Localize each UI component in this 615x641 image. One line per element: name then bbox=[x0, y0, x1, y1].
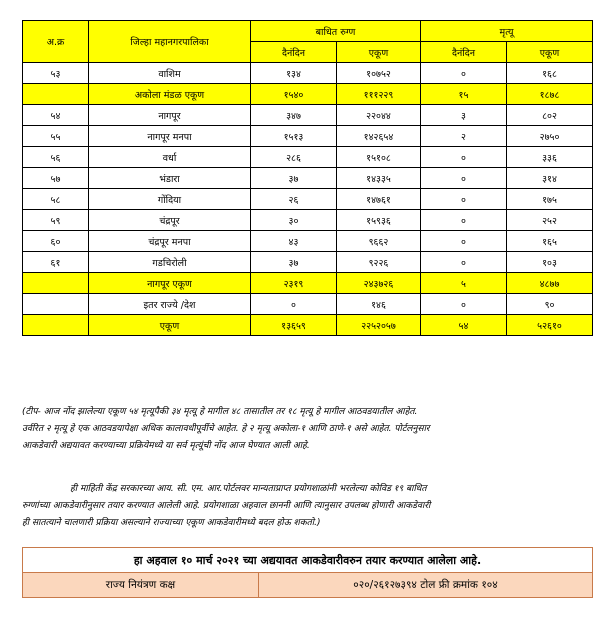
note-line: ही सातत्याने चालणारी प्रक्रिया असल्याने राज्याच्या एकूण आकडेवारीमध्ये बदल होऊ शकतो.) bbox=[22, 518, 321, 528]
cell-deaths-total: ३१४ bbox=[507, 168, 593, 189]
cell-cases-daily: १५१३ bbox=[251, 126, 337, 147]
cell-deaths-total: २५२ bbox=[507, 210, 593, 231]
note-line: आकडेवारी अद्ययावत करण्याच्या प्रक्रियेमध्ये या सर्व मृत्यूंची नोंद आज घेण्यात आली आहे. bbox=[22, 441, 310, 451]
cell-name: अकोला मंडळ एकूण bbox=[89, 84, 251, 105]
table-row bbox=[23, 84, 593, 105]
table-row bbox=[23, 210, 593, 231]
state-control-room: राज्य नियंत्रण कक्ष bbox=[23, 573, 259, 598]
table-body bbox=[23, 63, 593, 336]
header-affected: बाधित रुग्ण bbox=[251, 21, 421, 42]
cell-deaths-daily: ० bbox=[421, 63, 507, 84]
cell-deaths-daily: ० bbox=[421, 189, 507, 210]
cell-cases-daily: ० bbox=[251, 294, 337, 315]
cell-cases-daily: ३७ bbox=[251, 252, 337, 273]
cell-name: वाशिम bbox=[89, 63, 251, 84]
cell-sr bbox=[23, 315, 89, 336]
header-deaths-daily: दैनंदिन bbox=[421, 42, 507, 63]
cell-name: गडचिरोली bbox=[89, 252, 251, 273]
cell-sr: ५९ bbox=[23, 210, 89, 231]
cell-cases-total: १५१०८ bbox=[337, 147, 421, 168]
cell-deaths-total: १८७८ bbox=[507, 84, 593, 105]
cell-deaths-total: २७५० bbox=[507, 126, 593, 147]
cell-cases-daily: ३४७ bbox=[251, 105, 337, 126]
note-line: (टीप- आज नोंद झालेल्या एकूण ५४ मृत्यूपैकी ३४ मृत्यू हे मागील ४८ तासातील तर १८ मृत्यू हे मागील आठवडयातील आहेत. bbox=[22, 407, 418, 417]
cell-deaths-total: ५२६१० bbox=[507, 315, 593, 336]
covid-data-table bbox=[22, 20, 593, 336]
cell-sr: ५५ bbox=[23, 126, 89, 147]
cell-deaths-daily: ० bbox=[421, 252, 507, 273]
cell-name: भंडारा bbox=[89, 168, 251, 189]
cell-cases-daily: ३० bbox=[251, 210, 337, 231]
note-text: ही माहिती केंद्र सरकारच्या आय. सी. एम. आर.पोर्टलवर मान्यताप्राप्त प्रयोगशाळांनी भरलेल्या कोविड १९ बाधित bbox=[70, 484, 427, 494]
cell-cases-daily: ४३ bbox=[251, 231, 337, 252]
note-paragraph-2 bbox=[22, 481, 592, 532]
cell-cases-total: ९६६२ bbox=[337, 231, 421, 252]
table-row bbox=[23, 168, 593, 189]
table-row bbox=[23, 231, 593, 252]
cell-deaths-total: ८०२ bbox=[507, 105, 593, 126]
cell-deaths-daily: ५४ bbox=[421, 315, 507, 336]
cell-deaths-total: ३३६ bbox=[507, 147, 593, 168]
cell-sr bbox=[23, 294, 89, 315]
cell-deaths-total: ९० bbox=[507, 294, 593, 315]
cell-name: नागपूर मनपा bbox=[89, 126, 251, 147]
cell-sr: ६१ bbox=[23, 252, 89, 273]
cell-cases-daily: २३१९ bbox=[251, 273, 337, 294]
table-row bbox=[23, 63, 593, 84]
cell-name: गोंदिया bbox=[89, 189, 251, 210]
cell-deaths-daily: ० bbox=[421, 147, 507, 168]
cell-sr: ५४ bbox=[23, 105, 89, 126]
cell-cases-total: १४२६५४ bbox=[337, 126, 421, 147]
cell-cases-total: ९२२६ bbox=[337, 252, 421, 273]
header-cases-total: एकूण bbox=[337, 42, 421, 63]
cell-deaths-total: १७५ bbox=[507, 189, 593, 210]
header-cases-daily: दैनंदिन bbox=[251, 42, 337, 63]
header-sr: अ.क्र bbox=[23, 21, 89, 63]
cell-cases-total: १४३३५ bbox=[337, 168, 421, 189]
table-row bbox=[23, 294, 593, 315]
cell-deaths-daily: ३ bbox=[421, 105, 507, 126]
header-deaths: मृत्यू bbox=[421, 21, 593, 42]
cell-sr: ६० bbox=[23, 231, 89, 252]
cell-name: नागपूर एकूण bbox=[89, 273, 251, 294]
cell-cases-daily: २८६ bbox=[251, 147, 337, 168]
cell-cases-total: १४७६१ bbox=[337, 189, 421, 210]
note-paragraph-1 bbox=[22, 404, 592, 455]
cell-sr: ५८ bbox=[23, 189, 89, 210]
cell-cases-total: १५९३६ bbox=[337, 210, 421, 231]
cell-deaths-total: १६८ bbox=[507, 63, 593, 84]
cell-name: चंद्रपूर मनपा bbox=[89, 231, 251, 252]
cell-deaths-total: ४८७७ bbox=[507, 273, 593, 294]
cell-sr: ५६ bbox=[23, 147, 89, 168]
cell-sr: ५७ bbox=[23, 168, 89, 189]
cell-deaths-daily: ५ bbox=[421, 273, 507, 294]
cell-deaths-daily: ० bbox=[421, 294, 507, 315]
table-row bbox=[23, 105, 593, 126]
cell-deaths-total: १६५ bbox=[507, 231, 593, 252]
header-district: जिल्हा महानगरपालिका bbox=[89, 21, 251, 63]
cell-deaths-daily: ० bbox=[421, 168, 507, 189]
cell-cases-total: १११२२९ bbox=[337, 84, 421, 105]
cell-cases-daily: १५४० bbox=[251, 84, 337, 105]
cell-deaths-daily: ० bbox=[421, 231, 507, 252]
note-line bbox=[22, 481, 592, 498]
table-row bbox=[23, 315, 593, 336]
table-row bbox=[23, 273, 593, 294]
cell-cases-total: १४६ bbox=[337, 294, 421, 315]
cell-cases-total: २२५२०५७ bbox=[337, 315, 421, 336]
table-row bbox=[23, 126, 593, 147]
cell-name: एकूण bbox=[89, 315, 251, 336]
cell-cases-total: २२०४४ bbox=[337, 105, 421, 126]
cell-name: इतर राज्ये /देश bbox=[89, 294, 251, 315]
cell-sr: ५३ bbox=[23, 63, 89, 84]
table-row bbox=[23, 147, 593, 168]
table-row bbox=[23, 252, 593, 273]
cell-deaths-daily: ० bbox=[421, 210, 507, 231]
cell-cases-total: १०७५२ bbox=[337, 63, 421, 84]
cell-deaths-daily: २ bbox=[421, 126, 507, 147]
cell-name: चंद्रपूर bbox=[89, 210, 251, 231]
header-deaths-total: एकूण bbox=[507, 42, 593, 63]
cell-name: वर्धा bbox=[89, 147, 251, 168]
cell-cases-daily: १३४ bbox=[251, 63, 337, 84]
cell-cases-daily: ३७ bbox=[251, 168, 337, 189]
cell-deaths-daily: १५ bbox=[421, 84, 507, 105]
cell-sr bbox=[23, 273, 89, 294]
note-line: उर्वरित २ मृत्यू हे एक आठवडयापेक्षा अधिक कालावधीपूर्वीचे आहेत. हे २ मृत्यू अकोला-१ आणि ठाणे-१ असे आहेत. पोर्टलनुसार bbox=[22, 424, 430, 434]
report-footer-table bbox=[22, 547, 593, 598]
table-row bbox=[23, 189, 593, 210]
cell-cases-daily: १३६५९ bbox=[251, 315, 337, 336]
cell-sr bbox=[23, 84, 89, 105]
cell-deaths-total: १०३ bbox=[507, 252, 593, 273]
helpline-number: ०२०/२६१२७३९४ टोल फ्री क्रमांक १०४ bbox=[259, 573, 593, 598]
cell-cases-total: २४३७२६ bbox=[337, 273, 421, 294]
cell-name: नागपूर bbox=[89, 105, 251, 126]
note-line: रुग्णांच्या आकडेवारीनुसार तयार करण्यात आलेली आहे. प्रयोगशाळा अहवाल छाननी आणि त्यानुसार उपलब्ध होणारी आकडेवारी bbox=[22, 501, 431, 511]
report-date-note: हा अहवाल १० मार्च २०२१ च्या अद्ययावत आकडेवारीवरुन तयार करण्यात आलेला आहे. bbox=[23, 548, 593, 573]
cell-cases-daily: २६ bbox=[251, 189, 337, 210]
